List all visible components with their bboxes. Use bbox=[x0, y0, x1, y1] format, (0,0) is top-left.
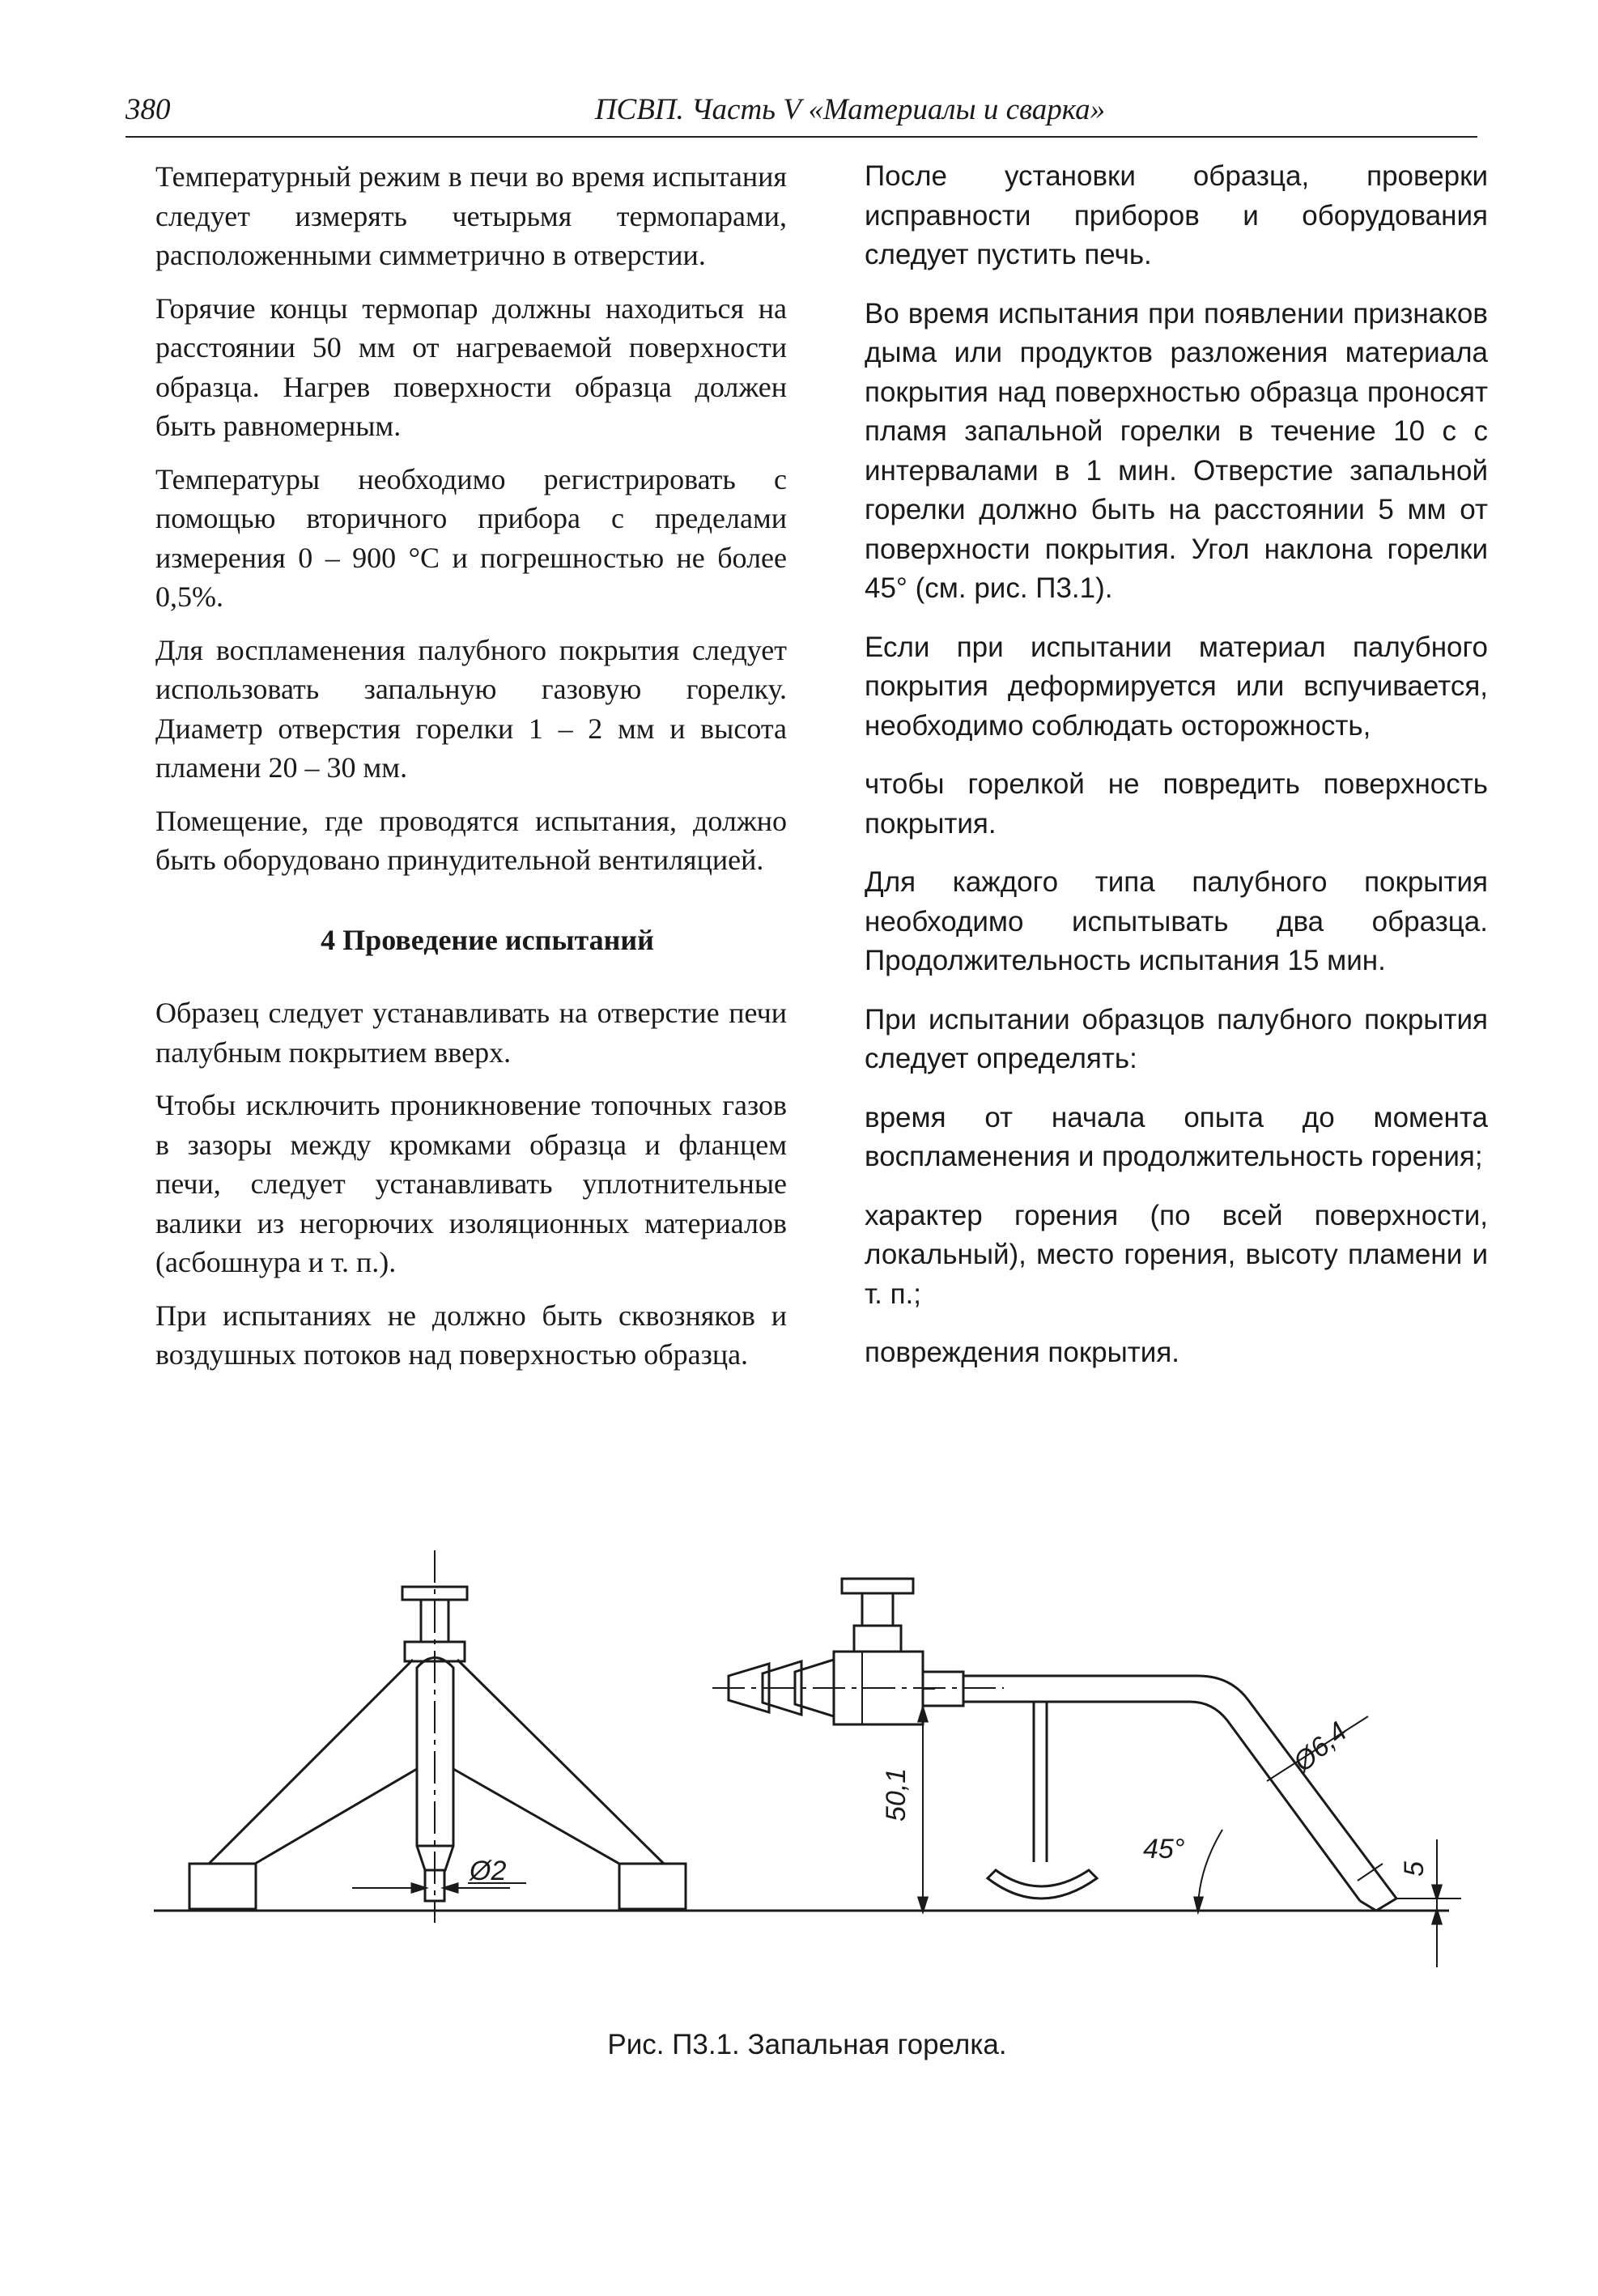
arrow-head bbox=[919, 1898, 927, 1911]
paragraph: Образец следует устанавливать на отверстие печи палубным покрытием вверх. bbox=[155, 997, 787, 1069]
arrow-head bbox=[919, 1708, 927, 1721]
arrow-head bbox=[412, 1884, 425, 1892]
stand-foot bbox=[619, 1864, 686, 1909]
paragraph: Для воспламенения палубного покрытия следует использовать запальную газовую горелку. Диаметр отверстия горелки 1 – 2 мм и высота пламени 20 – 30 мм. bbox=[155, 633, 787, 784]
paragraph: После установки образца, проверки исправности приборов и оборудования следует пустить печь. bbox=[865, 160, 1488, 270]
paragraph: При испытаниях не должно быть сквозняков и воздушных потоков над поверхностью образца. bbox=[155, 1299, 787, 1371]
paragraph: повреждения покрытия. bbox=[865, 1337, 1180, 1368]
running-title: ПСВП. Часть V «Материалы и сварка» bbox=[594, 93, 1106, 126]
paragraph: Температурный режим в печи во время испытания следует измерять четырьмя термопарами, расположенными симметрично в отверстии. bbox=[155, 160, 787, 271]
nozzle-line bbox=[1358, 1864, 1383, 1881]
left-column bbox=[155, 157, 787, 1388]
figure-caption: Рис. П3.1. Запальная горелка. bbox=[607, 2029, 1007, 2060]
arrow-head bbox=[444, 1884, 457, 1892]
stand-leg bbox=[209, 1660, 413, 1864]
page-number: 380 bbox=[125, 93, 171, 126]
tube-edge bbox=[1198, 1676, 1384, 1882]
dim-label-gap: 5 bbox=[1399, 1861, 1430, 1877]
stand-foot bbox=[189, 1864, 256, 1909]
burner-figure bbox=[146, 1538, 1473, 1992]
arrow-head bbox=[1195, 1898, 1202, 1911]
paragraph: Чтобы исключить проникновение топочных газов в зазоры между кромками образца и фланцем печи, следует устанавливать уплотнительные валики из негорючих изоляционных материалов (асбошнура и т. п.). bbox=[155, 1089, 787, 1278]
section-heading: 4 Проведение испытаний bbox=[321, 923, 654, 956]
dim-label-height: 50,1 bbox=[881, 1767, 912, 1822]
valve-stem bbox=[862, 1593, 893, 1626]
stand-leg bbox=[457, 1660, 664, 1864]
paragraph: Во время испытания при появлении признаков дыма или продуктов разложения материала покрытия над поверхностью образца проносят пламя запальной горелки в течение 10 с с интервалами в 1 мин. Отверстие запальной горелки должно быть на расстоянии 5 мм от поверхности покрытия. Угол наклона горелки 45° (см. рис. П3.1). bbox=[865, 297, 1488, 604]
stand-leg bbox=[453, 1769, 619, 1864]
burner-drawing bbox=[146, 1538, 1473, 1992]
right-column bbox=[865, 157, 1488, 1392]
paragraph: Помещение, где проводятся испытания, должно быть оборудовано принудительной вентиляцией. bbox=[155, 804, 787, 876]
paragraph: характер горения (по всей поверхности, локальный), место горения, высоту пламени и т. п.; bbox=[865, 1199, 1488, 1310]
stand-leg bbox=[255, 1769, 417, 1864]
valve-bonnet bbox=[854, 1626, 901, 1652]
paragraph: Горячие концы термопар должны находиться на расстоянии 50 мм от нагреваемой поверхности образца. Нагрев поверхности образца должен быть равномерным. bbox=[155, 291, 787, 442]
valve-handle bbox=[842, 1579, 913, 1593]
dim-label-tube: Ø6,4 bbox=[1287, 1716, 1354, 1779]
paragraph: время от начала опыта до момента воспламенения и продолжительность горения; bbox=[865, 1101, 1488, 1172]
paragraph: При испытании образцов палубного покрытия следует определять: bbox=[865, 1003, 1488, 1074]
running-header bbox=[125, 87, 1477, 138]
paragraph: чтобы горелкой не повредить поверхность покрытия. bbox=[865, 768, 1488, 840]
arrow-head bbox=[1433, 1911, 1441, 1924]
dim-label-angle: 45° bbox=[1143, 1834, 1185, 1864]
dim-label-hole: Ø2 bbox=[470, 1856, 507, 1886]
nozzle-tip bbox=[1360, 1882, 1396, 1911]
stand-base bbox=[988, 1870, 1097, 1898]
arrow-head bbox=[1433, 1886, 1441, 1898]
paragraph: Температуры необходимо регистрировать с помощью вторичного прибора с пределами измерения 0 – 900 °С и погрешностью не более 0,5%. bbox=[155, 462, 787, 613]
paragraph: Если при испытании материал палубного покрытия деформируется или вспучивается, необходимо соблюдать осторожность, bbox=[865, 631, 1488, 742]
paragraph: Для каждого типа палубного покрытия необходимо испытывать два образца. Продолжительность испытания 15 мин. bbox=[865, 866, 1488, 976]
